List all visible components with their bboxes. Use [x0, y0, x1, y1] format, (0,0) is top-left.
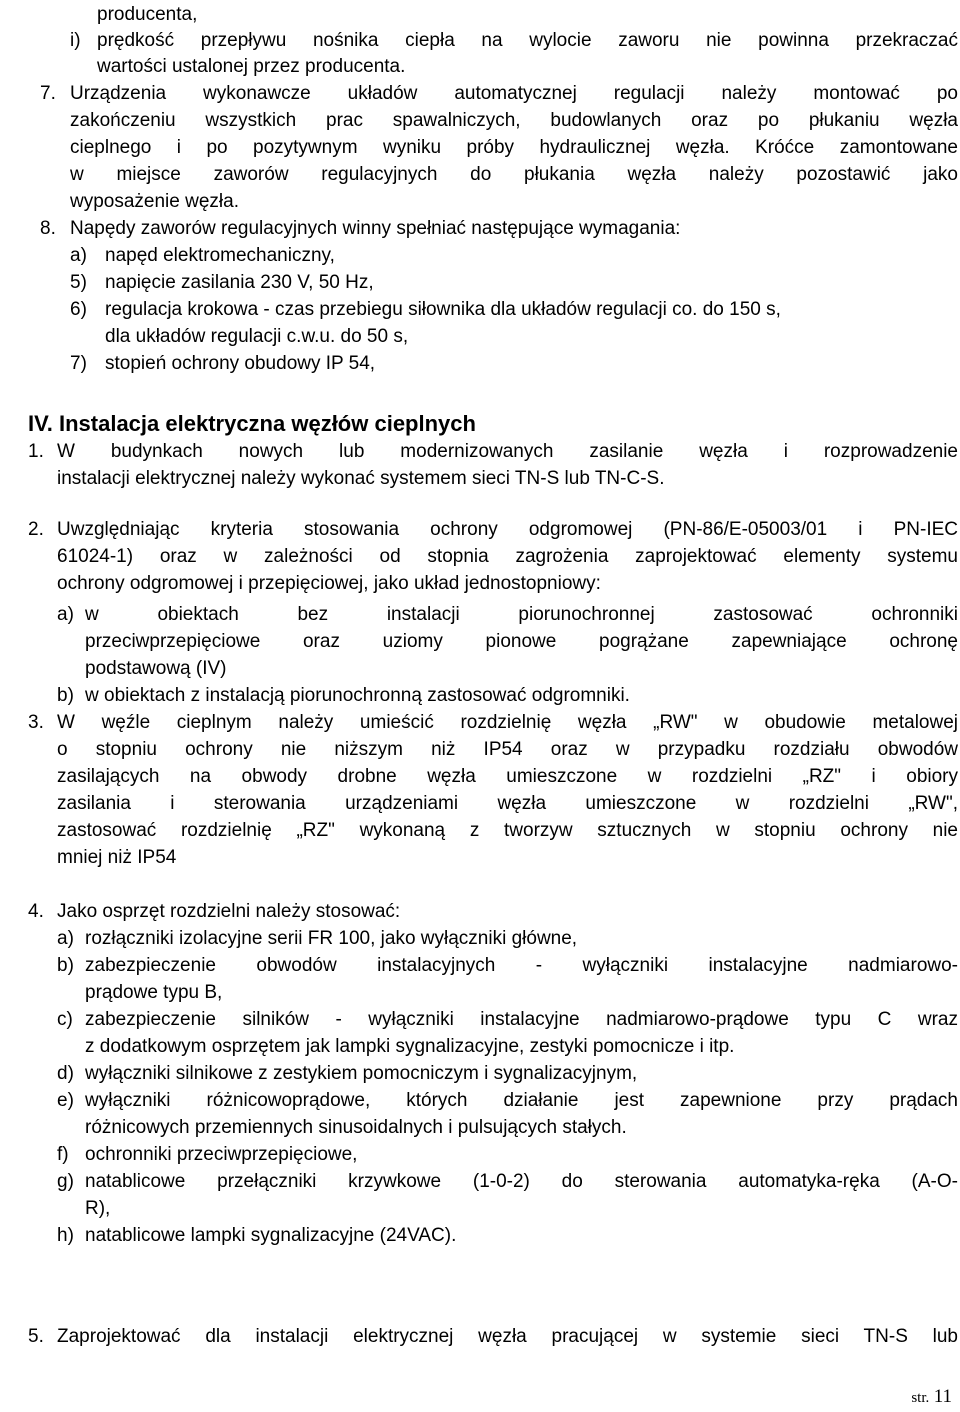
- page-footer: [911, 1386, 952, 1408]
- paragraph-line: ochrony odgromowej i przepięciowej, jako układ jednostopniowy:: [57, 573, 601, 594]
- list-marker: f): [57, 1144, 69, 1165]
- paragraph-line: zasilających na obwody drobne węzła umieszczone w rozdzielni „RZ" i obiory: [57, 766, 958, 787]
- list-item-text: prędkość przepływu nośnika ciepła na wylocie zaworu nie powinna przekraczać: [97, 30, 958, 51]
- list-item-text: rozłączniki izolacyjne serii FR 100, jako wyłączniki główne,: [85, 928, 578, 949]
- list-item-text: wyłączniki różnicowoprądowe, których działanie jest zapewnione przy prądach: [85, 1090, 958, 1111]
- list-item-text: napęd elektromechaniczny,: [105, 245, 335, 266]
- list-item-text: natablicowe przełączniki krzywkowe (1-0-2) do sterowania automatyka-ręka (A-O-: [85, 1171, 958, 1192]
- paragraph-line: W węźle cieplnym należy umieścić rozdzielnię węzła „RW" w obudowie metalowej: [57, 712, 958, 733]
- page-number: 11: [933, 1386, 952, 1407]
- paragraph-line: instalacji elektrycznej należy wykonać systemem sieci TN-S lub TN-C-S.: [57, 468, 665, 489]
- list-item-text: w obiektach z instalacją piorunochronną zastosować odgromniki.: [85, 685, 630, 706]
- list-marker: i): [70, 30, 81, 51]
- list-marker: d): [57, 1063, 74, 1084]
- list-marker: 2.: [28, 519, 44, 540]
- list-marker: 5.: [28, 1326, 44, 1347]
- continuation-line: producenta,: [97, 4, 198, 25]
- paragraph-line: zastosować rozdzielnię „RZ" wykonaną z tworzyw sztucznych w stopniu ochrony nie: [57, 820, 958, 841]
- page-number-prefix: str.: [911, 1390, 930, 1406]
- list-marker: 8.: [40, 218, 56, 239]
- list-marker: g): [57, 1171, 74, 1192]
- paragraph-line: cieplnego i po pozytywnym wyniku próby hydraulicznej węzła. Króćce zamontowane: [70, 137, 958, 158]
- list-item-text: ochronniki przeciwprzepięciowe,: [85, 1144, 358, 1165]
- list-item-text: R),: [85, 1198, 111, 1219]
- list-marker: 3.: [28, 712, 44, 733]
- paragraph-line: wyposażenie węzła.: [70, 191, 239, 212]
- list-marker: 4.: [28, 901, 44, 922]
- list-marker: 1.: [28, 441, 44, 462]
- paragraph-line: W budynkach nowych lub modernizowanych zasilanie węzła i rozprowadzenie: [57, 441, 958, 462]
- paragraph-line: 61024-1) oraz w zależności od stopnia zagrożenia zaprojektować elementy systemu: [57, 546, 958, 567]
- list-item-text: wyłączniki silnikowe z zestykiem pomocniczym i sygnalizacyjnym,: [85, 1063, 638, 1084]
- paragraph-line: Napędy zaworów regulacyjnych winny spełniać następujące wymagania:: [70, 218, 681, 239]
- list-item-text: w obiektach bez instalacji piorunochronnej zastosować ochronniki: [85, 604, 958, 625]
- list-marker: e): [57, 1090, 74, 1111]
- list-item-text: wartości ustalonej przez producenta.: [97, 56, 406, 77]
- list-item-text: zabezpieczenie silników - wyłączniki instalacyjne nadmiarowo-prądowe typu C wraz: [85, 1009, 958, 1030]
- paragraph-line: Urządzenia wykonawcze układów automatycznej regulacji należy montować po: [70, 83, 958, 104]
- paragraph-line: Jako osprzęt rozdzielni należy stosować:: [57, 901, 401, 922]
- paragraph-line: Zaprojektować dla instalacji elektrycznej węzła pracującej w systemie sieci TN-S lub: [57, 1326, 958, 1347]
- list-item-text: stopień ochrony obudowy IP 54,: [105, 353, 376, 374]
- list-item-text: regulacja krokowa - czas przebiegu siłownika dla układów regulacji co. do 150 s,: [105, 299, 781, 320]
- list-marker: a): [57, 604, 74, 625]
- paragraph-line: w miejsce zaworów regulacyjnych do płukania węzła należy pozostawić jako: [70, 164, 958, 185]
- paragraph-line: Uwzględniając kryteria stosowania ochrony odgromowej (PN-86/E-05003/01 i PN-IEC: [57, 519, 958, 540]
- list-marker: 6): [70, 299, 87, 320]
- paragraph-line: zasilania i sterowania urządzeniami węzła umieszczone w rozdzielni „RW",: [57, 793, 958, 814]
- list-item-text: z dodatkowym osprzętem jak lampki sygnalizacyjne, zestyki pomocnicze i itp.: [85, 1036, 735, 1057]
- list-marker: b): [57, 955, 74, 976]
- paragraph-line: mniej niż IP54: [57, 847, 177, 868]
- list-item-text: zabezpieczenie obwodów instalacyjnych - wyłączniki instalacyjne nadmiarowo-: [85, 955, 958, 976]
- list-marker: a): [57, 928, 74, 949]
- list-item-text: przeciwprzepięciowe oraz uziomy pionowe pogrążane zapewniające ochronę: [85, 631, 958, 652]
- list-item-text: natablicowe lampki sygnalizacyjne (24VAC).: [85, 1225, 457, 1246]
- paragraph-line: o stopniu ochrony nie niższym niż IP54 oraz w przypadku rozdziału obwodów: [57, 739, 958, 760]
- list-item-text: prądowe typu B,: [85, 982, 223, 1003]
- list-marker: c): [57, 1009, 73, 1030]
- list-marker: 7.: [40, 83, 56, 104]
- list-item-text: różnicowych przemiennych sinusoidalnych i pulsujących stałych.: [85, 1117, 627, 1138]
- list-marker: 5): [70, 272, 87, 293]
- list-item-text: podstawową (IV): [85, 658, 227, 679]
- list-marker: b): [57, 685, 74, 706]
- list-item-text: dla układów regulacji c.w.u. do 50 s,: [105, 326, 409, 347]
- section-heading: IV. Instalacja elektryczna węzłów cieplnych: [28, 411, 476, 436]
- list-marker: 7): [70, 353, 87, 374]
- list-item-text: napięcie zasilania 230 V, 50 Hz,: [105, 272, 374, 293]
- list-marker: a): [70, 245, 87, 266]
- list-marker: h): [57, 1225, 74, 1246]
- paragraph-line: zakończeniu wszystkich prac spawalniczych, budowlanych oraz po płukaniu węzła: [70, 110, 958, 131]
